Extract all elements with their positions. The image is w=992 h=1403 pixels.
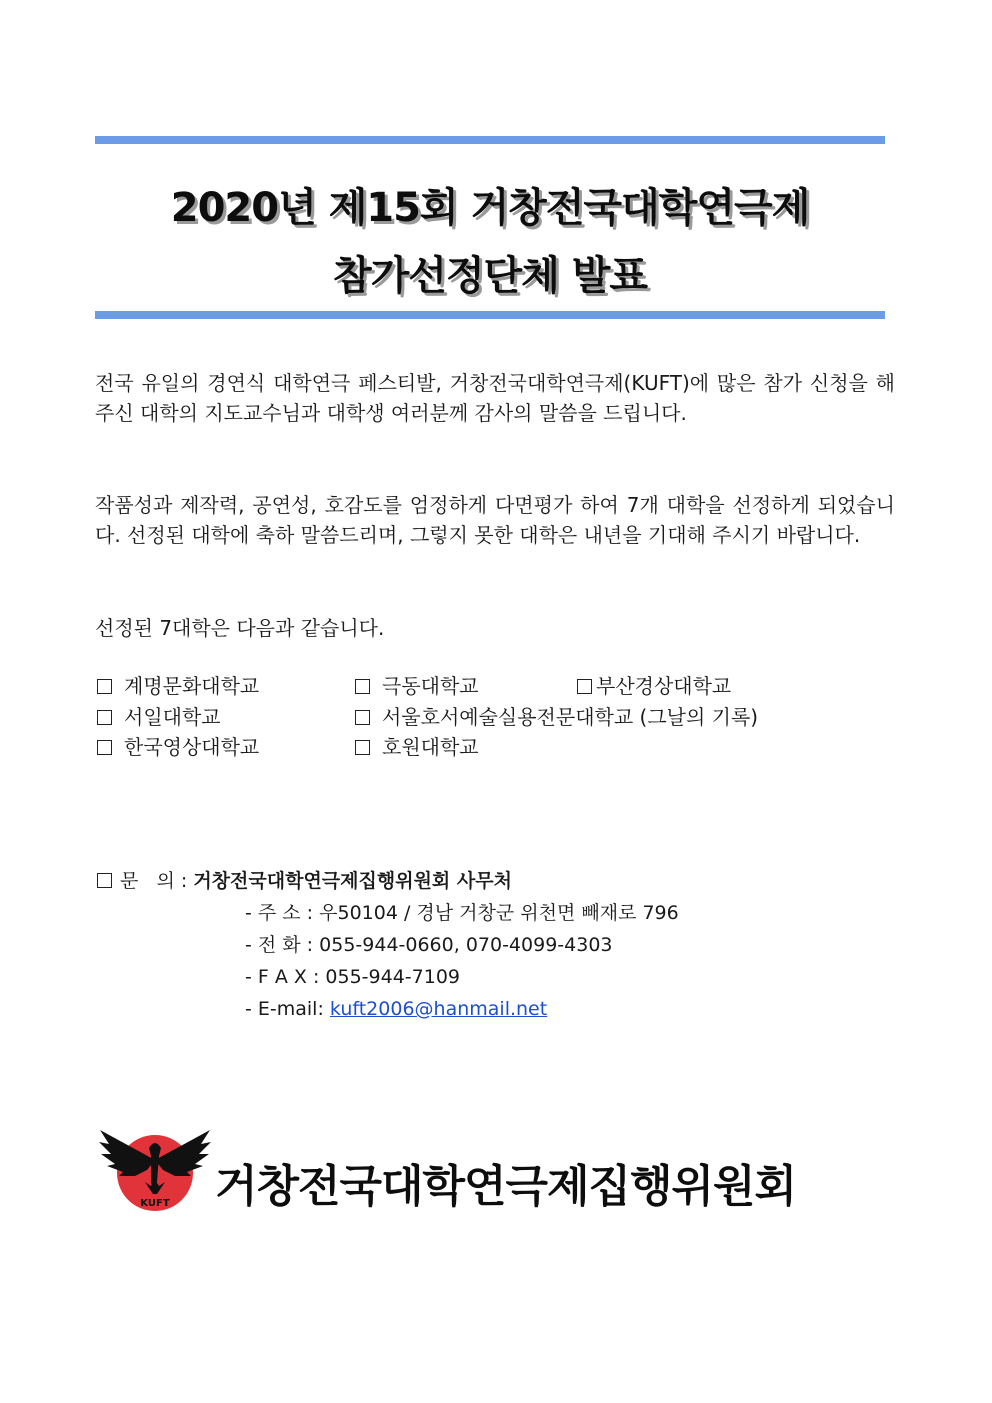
- checkbox-icon: [355, 679, 370, 694]
- checkbox-icon: [97, 679, 112, 694]
- bottom-divider: [95, 311, 885, 319]
- list-intro-paragraph: 선정된 7대학은 다음과 같습니다.: [95, 616, 385, 640]
- checkbox-icon: [97, 710, 112, 725]
- kuft-logo-icon: [95, 1120, 215, 1215]
- contact-office: 거창전국대학연극제집행위원회 사무처: [193, 870, 512, 892]
- university-item: 한국영상대학교: [97, 732, 259, 762]
- checkbox-icon: [97, 873, 112, 888]
- contact-fax: - F A X : 055-944-7109: [245, 966, 461, 988]
- logo-badge-text: KUFT: [140, 1198, 170, 1209]
- checkbox-icon: [577, 679, 592, 694]
- checkbox-icon: [355, 740, 370, 755]
- checkbox-icon: [97, 740, 112, 755]
- contact-email: - E-mail: kuft2006@hanmail.net: [245, 998, 548, 1020]
- intro-paragraph: 전국 유일의 경연식 대학연극 페스티발, 거창전국대학연극제(KUFT)에 많은 참가 신청을 해 주신 대학의 지도교수님과 대학생 여러분께 감사의 말씀을 드립니다.: [95, 371, 895, 425]
- university-item: 극동대학교: [355, 671, 479, 701]
- checkbox-icon: [355, 710, 370, 725]
- university-item: 서울호서예술실용전문대학교 (그날의 기록): [355, 702, 758, 732]
- selection-paragraph: 작품성과 제작력, 공연성, 호감도를 엄정하게 다면평가 하여 7개 대학을 선정하게 되었습니다. 선정된 대학에 축하 말씀드리며, 그렇지 못한 대학은 내년을 기대해 주시기 바랍니다.: [95, 493, 895, 547]
- contact-header: 문 의 : 거창전국대학연극제집행위원회 사무처: [97, 866, 512, 896]
- university-item: 호원대학교: [355, 732, 479, 762]
- university-item: 계명문화대학교: [97, 671, 259, 701]
- organization-name: 거창전국대학연극제집행위원회: [215, 1161, 797, 1212]
- university-item: 서일대학교: [97, 702, 221, 732]
- page-title-line1: 2020년 제15회 거창전국대학연극제: [170, 185, 810, 231]
- contact-address: - 주 소 : 우50104 / 경남 거창군 위천면 빼재로 796: [245, 902, 679, 924]
- email-link[interactable]: kuft2006@hanmail.net: [329, 998, 548, 1020]
- page-title-line2: 참가선정단체 발표: [332, 253, 648, 299]
- contact-phone: - 전 화 : 055-944-0660, 070-4099-4303: [245, 934, 613, 956]
- university-item: 부산경상대학교: [577, 671, 731, 701]
- top-divider: [95, 136, 885, 144]
